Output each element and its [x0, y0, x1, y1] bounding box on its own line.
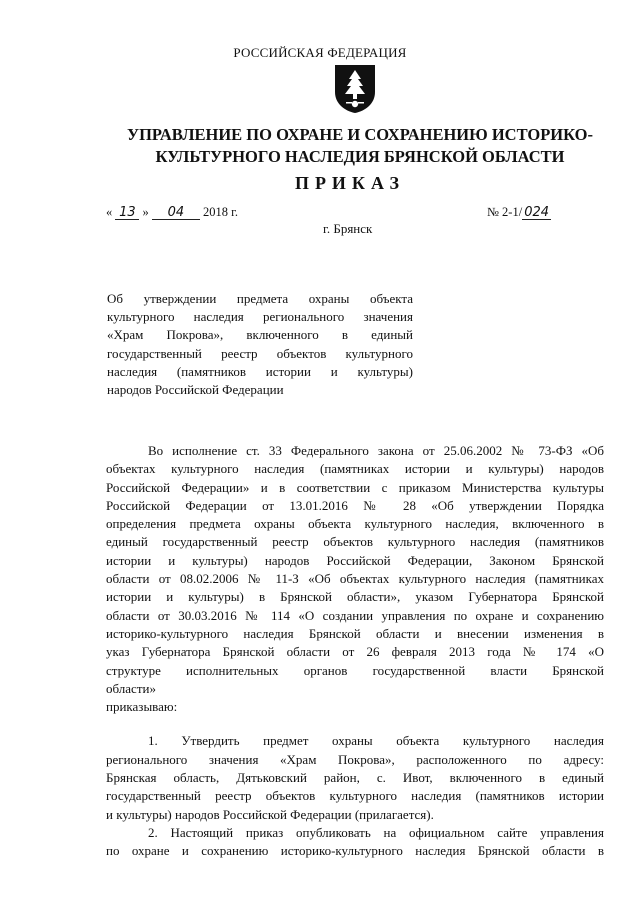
date-day: 13: [115, 206, 139, 220]
preamble-line: определения предмета охраны объекта культурного наследия, включенного в: [106, 516, 604, 532]
item-1-line: регионального значения «Храм Покрова», расположенного по адресу:: [106, 751, 604, 767]
preamble-line: структуре исполнительных органов государственной власти Брянской: [106, 662, 604, 678]
subject-line: государственный реестр объектов культурного: [107, 345, 413, 361]
order-word: приказываю:: [106, 699, 178, 715]
subject-line: «Храм Покрова», включенного в единый: [107, 327, 413, 343]
preamble-line: указ Губернатора Брянской области от 26 февраля 2013 года № 174 «О: [106, 644, 604, 660]
agency-name: [100, 124, 620, 168]
preamble-line: Российской Федерации от 13.01.2016 № 28 «Об утверждении Порядка: [106, 497, 604, 513]
preamble-line: истории и культуры) народов Российской Федерации, Законом Брянской: [106, 552, 604, 568]
order-number-prefix: № 2-1/: [487, 205, 523, 219]
order-number: [487, 205, 551, 220]
item-1-line: 1. Утвердить предмет охраны объекта культурного наследия: [148, 733, 604, 749]
order-date: [106, 205, 238, 220]
date-year: 2018 г.: [203, 205, 238, 219]
subject-line: наследия (памятников истории и культуры): [107, 363, 413, 379]
order-city: г. Брянск: [323, 221, 373, 236]
preamble-line: истории и культуры) в Брянской области», указом Губернатора Брянской: [106, 589, 604, 605]
preamble-line: единый государственный реестр объектов культурного наследия (памятников: [106, 534, 604, 550]
paragraph-spacer: [106, 716, 604, 732]
preamble-line: Во исполнение ст. 33 Федерального закона от 25.06.2002 № 73-ФЗ «Об: [148, 443, 604, 458]
order-body: [106, 442, 604, 861]
item-1-line: государственный реестр объектов культурного наследия (памятников истории: [106, 788, 604, 804]
preamble-line: области»: [106, 680, 156, 696]
item-2-line: по охране и сохранению историко-культурного наследия Брянской области в: [106, 843, 604, 859]
item-1-line: Брянская область, Дятьковский район, с. Ивот, включенного в единый: [106, 770, 604, 786]
federation-heading: РОССИЙСКАЯ ФЕДЕРАЦИЯ: [233, 45, 407, 60]
subject-line: Об утверждении предмета охраны объекта: [107, 291, 413, 306]
item-1-line: и культуры) народов Российской Федерации (прилагается).: [106, 806, 434, 822]
subject-line: народов Российской Федерации: [107, 382, 284, 398]
date-open-quote: «: [106, 205, 113, 219]
agency-name-line-2: КУЛЬТУРНОГО НАСЛЕДИЯ БРЯНСКОЙ ОБЛАСТИ: [155, 147, 565, 166]
preamble-line: области от 08.02.2006 № 11-З «Об объектах культурного наследия (памятниках: [106, 571, 604, 587]
date-close-quote: »: [142, 205, 149, 219]
preamble-line: историко-культурного наследия Брянской области и внесении изменения в: [106, 625, 604, 641]
preamble-line: Российской Федерации» и в соответствии с приказом Министерства культуры: [106, 479, 604, 495]
coat-of-arms-icon: [332, 62, 378, 114]
order-title: ПРИКАЗ: [294, 173, 406, 193]
date-month: 04: [152, 206, 200, 220]
agency-name-line-1: УПРАВЛЕНИЕ ПО ОХРАНЕ И СОХРАНЕНИЮ ИСТОРИКО-: [126, 125, 593, 144]
order-number-value: 024: [524, 205, 550, 220]
preamble-line: области от 30.03.2016 № 114 «О создании управления по охране и сохранению: [106, 607, 604, 623]
subject-line: культурного наследия регионального значения: [107, 309, 413, 325]
order-subject: [107, 290, 413, 399]
item-2-line: 2. Настоящий приказ опубликовать на официальном сайте управления: [148, 824, 604, 840]
preamble-line: объектах культурного наследия (памятниках истории и культуры) народов: [106, 461, 604, 477]
